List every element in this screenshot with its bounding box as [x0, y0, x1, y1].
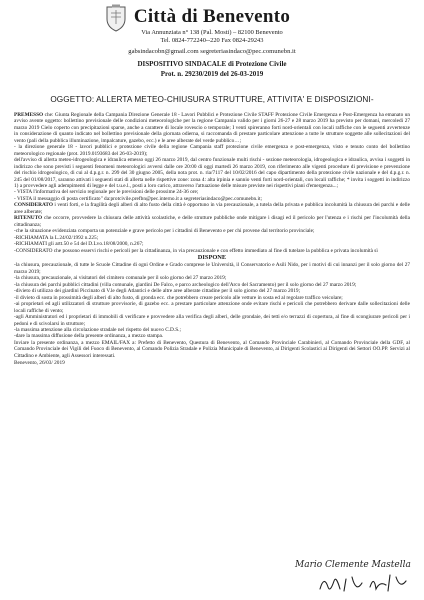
dispone-item: Inviare la presente ordinanza, a mezzo EMAIL/FAX a: Prefetto di Benevento, Questura di Benevento, al Comando Provinciale Carabinieri, al Comando Provinciale della GDF, al Comando Provinciale dei Vigili del Fuoco di Benevento, al Comando Polizia Stradale e Polizia Municipale di Benevento, ai Dirigenti Scolastici ai Dirigenti dei Settori OO.PP. Servizi al Cittadino e Ambiente, agli Assessori interessati. [14, 339, 410, 359]
considerato-item: - VISTA l'informativa del servizio regionale per le previsioni delle prossime 24-36 ore; [14, 189, 199, 196]
place-date: Benevento, 26/03/ 2019 [14, 360, 65, 367]
premesso-text: che: Giunta Regionale della Campania Direzione Generale 18 - Lavori Pubblici e Protezione Civile STAFF Protezione Civile Emergenza e Post-Emergenza ha emanato un avviso avente oggetto: bollettino previsionale delle condizioni meteorologiche per la regione Campania valido per i giorni 26-27 e 28 marzo 2019 ha previsto per domani, mercoledì 27 marzo 2019 Cielo coperto con precipitazioni sparse, anche a carattere di locale rovescio o temporale; I venti spireranno forti nord-orientali con locali raffiche con le seguenti avvertenze in considerazione di quanto indicato nel bollettino previsionale della giornata odierna, si raccomanda di prestare particolare attenzione a tutte le strutture soggette alle sollecitazioni del vento (pali della pubblica illuminazione, impalcature, gazebo, ecc.) e le aree alberate del verde pubblico…; [14, 112, 410, 144]
considerato-lead: CONSIDERATO [14, 202, 53, 209]
dispone-item: -la chiusura dei parchi pubblici cittadini (villa comunale, giardini De Falco, e parco archeologico dell'Arco del Sacramento) per il solo giorno del 27 marzo 2019; [14, 281, 357, 288]
header-decree-type: DISPOSITIVO SINDACALE di Protezione Civile [137, 60, 287, 68]
considerato-text: i venti forti, e la fragilità degli alberi di alto fusto della città è opportuno in via precauzionale, a tutela della privata e pubblica incolumità la chiusura dei parchi e delle aree alberate; [14, 202, 410, 215]
dispone-item: -dare la massima diffusione della presente ordinanza, a mezzo stampa. [14, 333, 164, 340]
city-title: Città di Benevento [133, 6, 291, 27]
ritenuto-extra-item: -che la situazione evidenziata comporta un potenziale e grave pericolo per i cittadini di Benevento e per chi provene dal territorio provinciale; [14, 228, 315, 235]
ritenuto-paragraph [14, 215, 410, 228]
dispone-item: -ai proprietari ed agli utilizzatori di strutture provvisorie, di gazebo ecc. a prestare particolare attenzione onde evitare rischi e pericoli che potrebbero derivare dalle sollecitazioni delle locali raffiche di vento; [14, 301, 410, 314]
considerato-item: - la direzione generale 18 - lavori pubblici e protezione civile della regione Campania staff protezione civile emergenza e post-emergenza, visto e tenuto conto del bollettino meteorologico regionale (prot. 2019.0193683 del 26-03-2019); [14, 144, 410, 157]
dispone-item: -il divieto di sosta in prossimità degli alberi di alto fusto, di gronda ecc. che potrebbero creare pericolo alle vetture in sosta ed al regolare traffico veicolare; [14, 294, 343, 301]
header-phone-fax: Tel. 0824-772240--220 Fax 0824-29243 [160, 37, 264, 44]
considerato-item: dell'avviso di allerta meteo-idrogeologica e idraulica emesso oggi 26 marzo 2019, dal centro funzionale multi rischi - sezione meteorologia, idrogeologica e idraulica, avvisa i soggetti in indirizzo che sono previsti i seguenti fenomeni meteorologici avversi dalle ore 20:00 di oggi martedì 26 marzo 2019, con riferimento alle vigenti procedure di previsione e prevenzione del rischio idrogeologico, di cui al d.p.g.r. n. 299 del 30 giugno 2005, della nota prot. n. ria/7117 del 10/02/2016 del capo dipartimento della protezione civile nazionale e del d.p.g.r. n. 245 del 01/08/2017, saranno attivati i seguenti stati di allerta nelle rispettive zone: zona 4: alta irpinia e sannio venti forti nord-orientali, con locali raffiche; * invita i soggetti in indirizzo 1) a provvedere agli adempimenti di legge e del t.u.e.l., posti a loro carico, attraverso l'attuazione delle misure previste nei rispettivi piani d'emergenza...; [14, 157, 410, 189]
dispone-item: -la massima attenzione alla circolazione stradale nel rispetto del nuovo C.D.S.; [14, 326, 181, 333]
considerato-paragraph [14, 202, 410, 215]
ritenuto-lead: RITENUTO [14, 215, 43, 222]
header-address: Via Annunziata n° 138 (Pal. Mosti) – 82100 Benevento [141, 29, 283, 36]
dispone-item: -agli Amministratori ed i proprietari di immobili di verificare e provvedere alla verifica degli alberi, delle grondaie, dei tetti e/o terrazzi di copertura, al fine di scongiurare pericoli per i pedoni e di scivolarsi in strutture; [14, 314, 410, 327]
considerato-item: - VISTA il messaggio di posta certificato" da:protcivile.prefbn@pec.interno.it a segreteriasindaco@pec.comunebn.it; [14, 195, 262, 202]
premesso-paragraph [14, 112, 410, 144]
dispone-heading: DISPONE [197, 253, 227, 261]
dispone-item: -la chiusura, precauzionale, di tutte le Scuole Cittadine di ogni Ordine e Grado comprese le Università, il Conservatorio e Asili Nido, per i motivi di cui innanzi per il solo giorno del 27 marzo 2019; [14, 262, 410, 275]
handwritten-signature [316, 571, 408, 595]
ritenuto-extra-item: -RICHIAMATA la L.24/02/1992 n.225; [14, 234, 99, 241]
ritenuto-text: che occorre, provvedere la chiusura delle attività scolastiche, e delle strutture pubbliche onde mitigare i disagi ed il pericolo per l'utenza e i rischi per l'incolumità della cittadinanza; [14, 215, 410, 228]
ritenuto-extra-item: -CONSIDERATO che possono esservi rischi e pericoli per la cittadinanza, in via precauzionale e con effetto immediato al fine di tutelare la pubblica e privata incolumità sì [14, 247, 378, 254]
decree-body [14, 112, 410, 367]
dispone-item: -la chiusura, precauzionale, ai visitatori del cimitero comunale per il solo giorno del 27 marzo 2019; [14, 275, 227, 282]
premesso-lead: PREMESSO [14, 112, 44, 118]
header-protocol: Prot. n. 29230/2019 del 26-03-2019 [160, 70, 264, 78]
decree-subject: OGGETTO: ALLERTA METEO-CHIUSURA STRUTTURE, ATTIVITA' E DISPOSIZIONI- [50, 95, 374, 104]
dispone-item: -divieto di utilizzo dei giardini Piccinato di V.le degli Atlantici e delle altre aree alberate cittadine per il solo giorno del 27 marzo 2019; [14, 288, 301, 295]
ritenuto-extra-item: -RICHIAMATI gli artt.50 e 54 del D.Lvo.18/08/2000, n.267; [14, 241, 144, 248]
signature-name: Mario Clemente Mastella [295, 560, 411, 570]
header-emails: gabsindacobn@gmail.com segreteriasindaco@pec.comunebn.it [128, 48, 296, 55]
